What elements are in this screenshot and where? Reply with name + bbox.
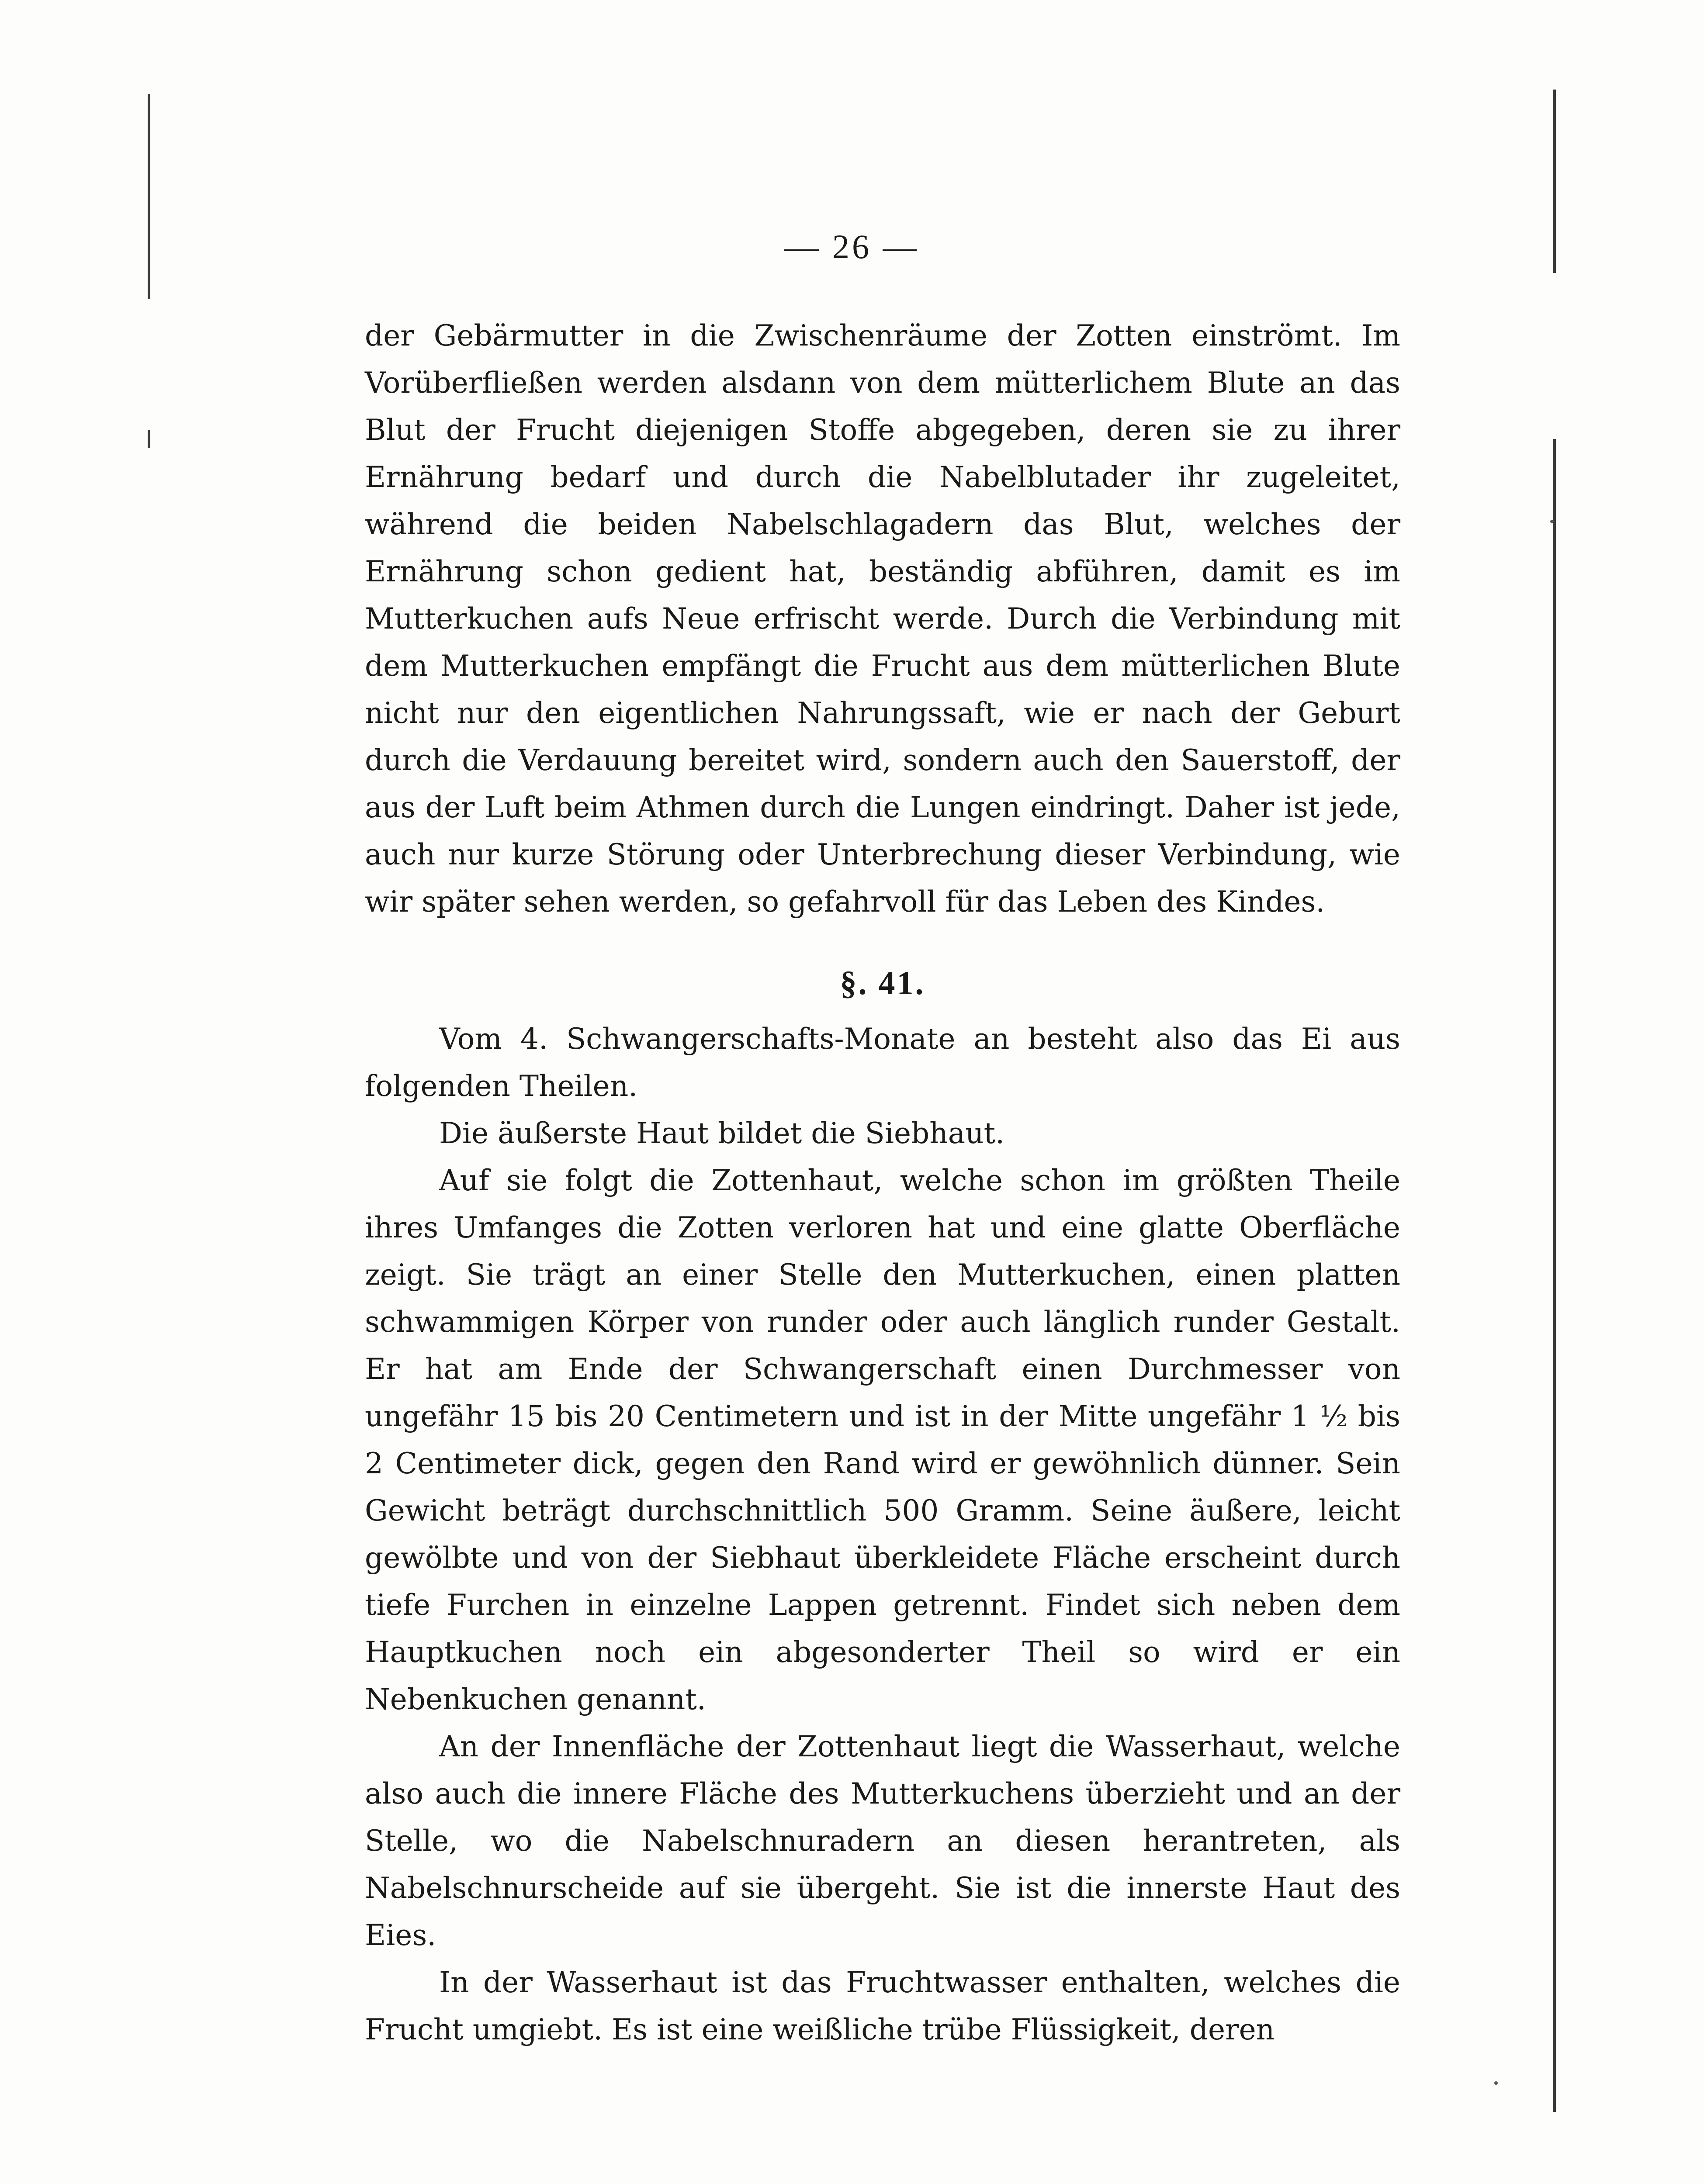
scan-speck — [1494, 2081, 1498, 2085]
scan-speck — [1550, 520, 1554, 523]
scan-edge-line — [148, 94, 150, 299]
section-heading: §. 41. — [840, 965, 925, 1002]
paragraph: In der Wasserhaut ist das Fruchtwasser enthalten, welches die Frucht umgiebt. Es ist eine weißliche trübe Flüssigkeit, deren — [365, 1966, 1400, 2046]
paragraph: Vom 4. Schwangerschafts-Monate an besteht also das Ei aus folgenden Theilen. — [365, 1022, 1400, 1103]
paragraph: Die äußerste Haut bildet die Siebhaut. — [439, 1116, 1005, 1150]
paragraph: Auf sie folgt die Zottenhaut, welche schon im größten Theile ihres Umfanges die Zotten verloren hat und eine glatte Oberfläche zeigt. Sie trägt an einer Stelle den Mutterkuchen, einen platten schwammigen Körper von runder oder auch länglich runder Gestalt. Er hat am Ende der Schwangerschaft einen Durchmesser von ungefähr 15 bis 20 Centimetern und ist in der Mitte ungefähr 1 ½ bis 2 Centimeter dick, gegen den Rand wird er gewöhnlich dünner. Sein Gewicht beträgt durchschnittlich 500 Gramm. Seine äußere, leicht gewölbte und von der Siebhaut überkleidete Fläche erscheint durch tiefe Furchen in einzelne Lappen getrennt. Findet sich neben dem Hauptkuchen noch ein abgesonderter Theil so wird er ein Nebenkuchen genannt. — [365, 1164, 1400, 1716]
page-body — [365, 312, 1400, 2053]
paragraph: An der Innenfläche der Zottenhaut liegt die Wasserhaut, welche also auch die innere Fläche des Mutterkuchens überzieht und an der Stelle, wo die Nabelschnuradern an diesen herantreten, als Nabelschnurscheide auf sie übergeht. Sie ist die innerste Haut des Eies. — [365, 1730, 1400, 1952]
paragraph: der Gebärmutter in die Zwischenräume der Zotten einströmt. Im Vorüberfließen werden alsdann von dem mütterlichem Blute an das Blut der Frucht diejenigen Stoffe abgegeben, deren sie zu ihrer Ernährung bedarf und durch die Nabelblutader ihr zugeleitet, während die beiden Nabelschlagadern das Blut, welches der Ernährung schon gedient hat, beständig abführen, damit es im Mutterkuchen aufs Neue erfrischt werde. Durch die Verbindung mit dem Mutterkuchen empfängt die Frucht aus dem mütterlichen Blute nicht nur den eigentlichen Nahrungssaft, wie er nach der Geburt durch die Verdauung bereitet wird, sondern auch den Sauerstoff, der aus der Luft beim Athmen durch die Lungen eindringt. Daher ist jede, auch nur kurze Störung oder Unterbrechung dieser Verbindung, wie wir später sehen werden, so gefahrvoll für das Leben des Kindes. — [365, 319, 1400, 919]
scan-edge-line — [148, 430, 150, 448]
scan-edge-line — [1553, 439, 1556, 2112]
page-number: — 26 — — [784, 228, 920, 266]
